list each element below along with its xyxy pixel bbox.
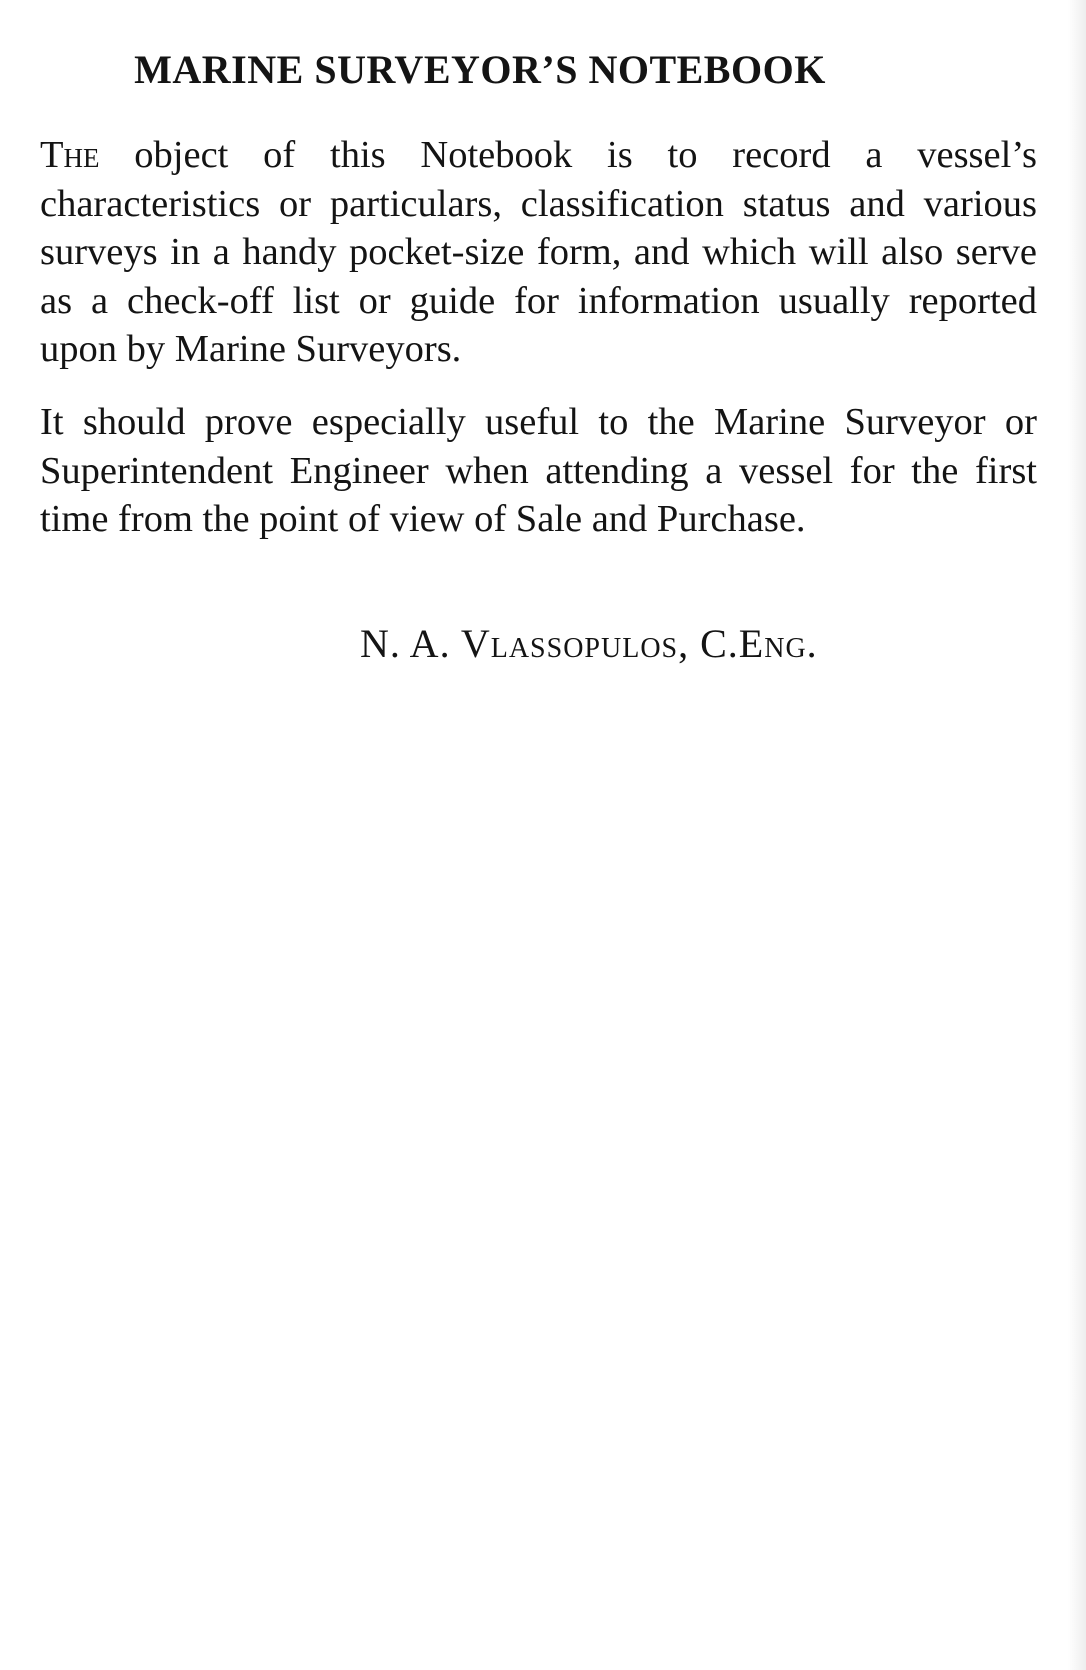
paragraph-object-text: object of this Notebook is to record a vessel’s characteristics or particulars, classification status and various surveys in a handy pocket-size form, and which will also serve as a check-off list or guide for information usually reported upon by Marine Surveyors. (40, 134, 1037, 370)
paragraph-lead-word: The (40, 134, 100, 176)
page-title: MARINE SURVEYOR’S NOTEBOOK (134, 47, 826, 92)
paragraph-usefulness: It should prove especially useful to the Marine Surveyor or Superintendent Engineer when attending a vessel for the first time from the point of view of Sale and Purchase. (40, 401, 1037, 540)
paragraph-object (40, 131, 1037, 374)
page-edge-shadow (1068, 0, 1086, 1670)
author-signature: N. A. Vlassopulos, C.Eng. (360, 621, 818, 666)
